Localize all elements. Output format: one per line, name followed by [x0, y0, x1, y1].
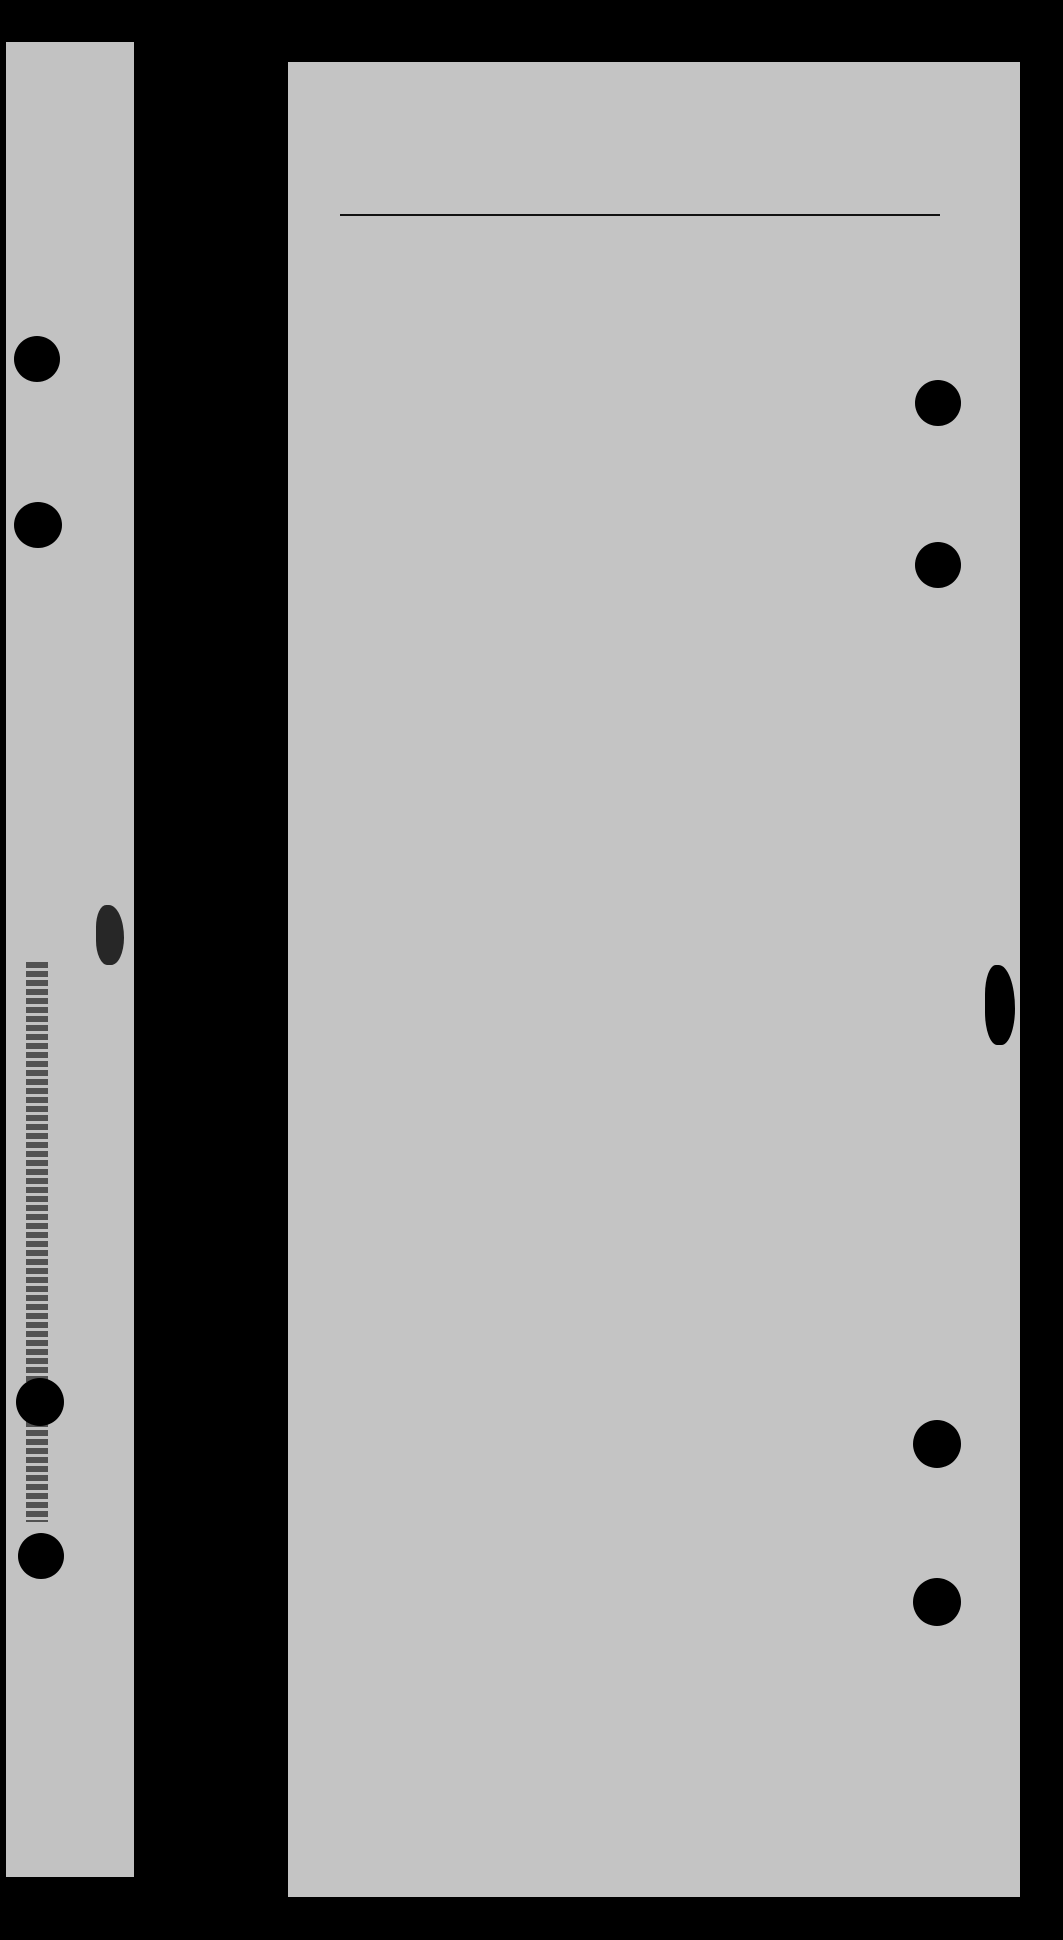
punch-hole: [915, 380, 961, 426]
punch-hole: [14, 502, 62, 548]
punch-hole: [913, 1578, 961, 1626]
footnote-divider: [340, 214, 940, 216]
strip-vertical-text: [26, 962, 48, 1522]
punch-hole: [14, 336, 60, 382]
document-body: [340, 202, 940, 224]
punch-hole: [16, 1378, 64, 1426]
punch-hole: [915, 542, 961, 588]
punch-hole: [913, 1420, 961, 1468]
punch-hole: [18, 1533, 64, 1579]
document-page: [288, 62, 1020, 1897]
